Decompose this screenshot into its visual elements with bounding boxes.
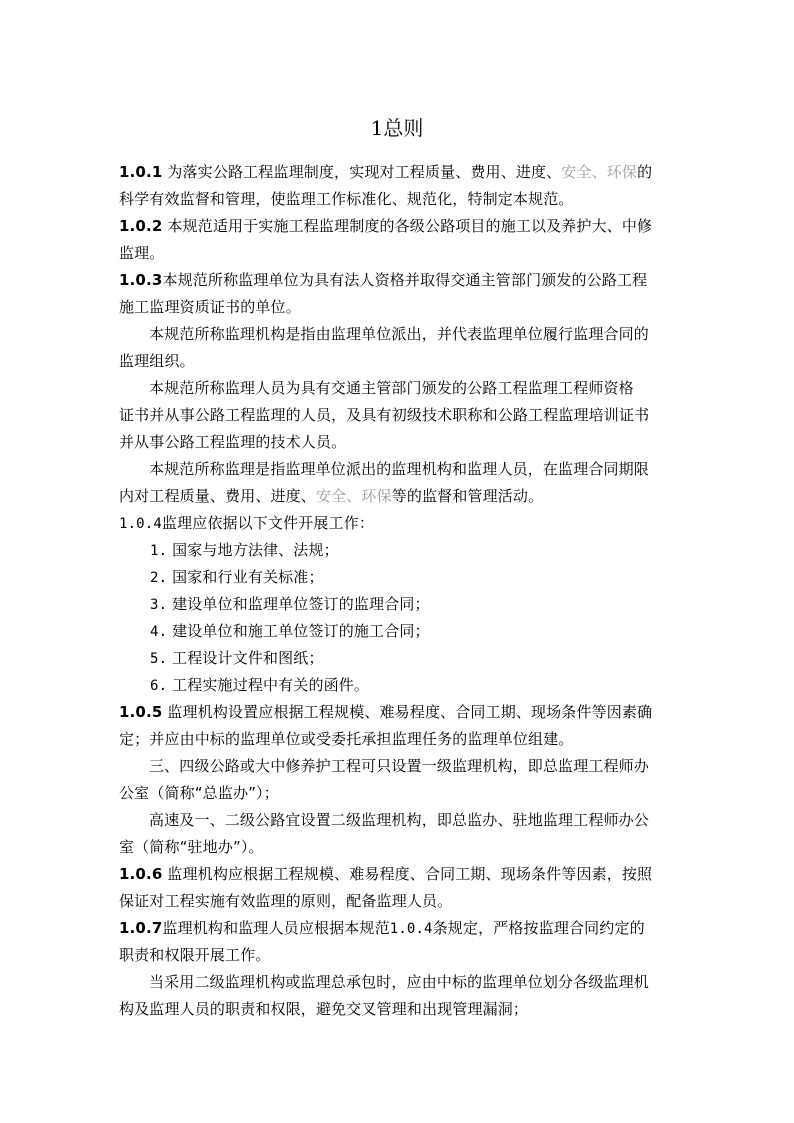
clause-1-0-3-line1: 1.0.3本规范所称监理单位为具有法人资格并取得交通主管部门颁发的公路工程 (119, 271, 648, 289)
paragraph-erji-line2: 构及监理人员的职责和权限，避免交叉管理和出现管理漏洞； (119, 1000, 529, 1018)
clause-1-0-4-intro: 1.0.4监理应依据以下文件开展工作： (119, 514, 375, 532)
clause-1-0-7-line2: 职责和权限开展工作。 (119, 946, 271, 964)
clause-number: 1.0.7 (119, 919, 163, 937)
clause-1-0-1-line2: 科学有效监督和管理，使监理工作标准化、规范化，特制定本规范。 (119, 190, 574, 208)
list-item: 5. 工程设计文件和图纸； (150, 649, 324, 667)
clause-number: 1.0.2 (119, 217, 163, 235)
paragraph-renyuan-line1: 本规范所称监理人员为具有交通主管部门颁发的公路工程监理工程师资格 (149, 379, 634, 397)
paragraph-gaosu-line1: 高速及一、二级公路宜设置二级监理机构，即总监办、驻地监理工程师办公 (149, 811, 649, 829)
highlight-text: 安全、环保 (561, 163, 638, 181)
list-item: 4. 建设单位和施工单位签订的施工合同； (150, 622, 430, 640)
list-item: 2. 国家和行业有关标准； (150, 568, 324, 586)
clause-number: 1.0.4 (119, 516, 162, 532)
list-item: 6. 工程实施过程中有关的函件。 (150, 676, 370, 694)
clause-1-0-7-line1: 1.0.7监理机构和监理人员应根据本规范1.0.4条规定，严格按监理合同约定的 (119, 919, 645, 937)
paragraph-sansiji-line2: 公室（简称“总监办”）； (119, 784, 279, 802)
paragraph-jigou-line2: 监理组织。 (119, 352, 195, 370)
clause-number: 1.0.6 (119, 865, 163, 883)
clause-1-0-2-line2: 监理。 (119, 244, 165, 262)
clause-number: 1.0.1 (119, 163, 163, 181)
highlight-text: 安全、环保 (315, 487, 392, 505)
clause-number: 1.0.3 (119, 271, 163, 289)
paragraph-renyuan-line2: 证书并从事公路工程监理的人员，及具有初级技术职称和公路工程监理培训证书 (119, 406, 650, 424)
clause-1-0-6-line1: 1.0.6 监理机构应根据工程规模、难易程度、合同工期、现场条件等因素，按照 (119, 865, 653, 883)
paragraph-erji-line1: 当采用二级监理机构或监理总承包时，应由中标的监理单位划分各级监理机 (149, 973, 649, 991)
clause-1-0-5-line1: 1.0.5 监理机构设置应根据工程规模、难易程度、合同工期、现场条件等因素确 (119, 703, 653, 721)
clause-1-0-2-line1: 1.0.2 本规范适用于实施工程监理制度的各级公路项目的施工以及养护大、中修 (119, 217, 653, 235)
paragraph-renyuan-line3: 并从事公路工程监理的技术人员。 (119, 433, 347, 451)
clause-1-0-3-line2: 施工监理资质证书的单位。 (119, 298, 301, 316)
clause-reference: 1.0.4 (389, 921, 433, 937)
clause-1-0-6-line2: 保证对工程实施有效监理的原则，配备监理人员。 (119, 892, 453, 910)
section-title: 1总则 (370, 116, 424, 140)
paragraph-sansiji-line1: 三、四级公路或大中修养护工程可只设置一级监理机构，即总监理工程师办 (149, 757, 649, 775)
paragraph-jigou-line1: 本规范所称监理机构是指由监理单位派出，并代表监理单位履行监理合同的 (149, 325, 649, 343)
paragraph-jianli-line1: 本规范所称监理是指监理单位派出的监理机构和监理人员，在监理合同期限 (149, 460, 649, 478)
clause-1-0-5-line2: 定；并应由中标的监理单位或受委托承担监理任务的监理单位组建。 (119, 730, 574, 748)
clause-number: 1.0.5 (119, 703, 163, 721)
paragraph-gaosu-line2: 室（简称“驻地办”）。 (119, 838, 264, 856)
list-item: 1. 国家与地方法律、法规； (150, 541, 339, 559)
list-item: 3. 建设单位和监理单位签订的监理合同； (150, 595, 430, 613)
clause-1-0-1-line1: 1.0.1 为落实公路工程监理制度，实现对工程质量、费用、进度、安全、环保的 (119, 163, 653, 181)
paragraph-jianli-line2: 内对工程质量、费用、进度、安全、环保等的监督和管理活动。 (119, 487, 544, 505)
